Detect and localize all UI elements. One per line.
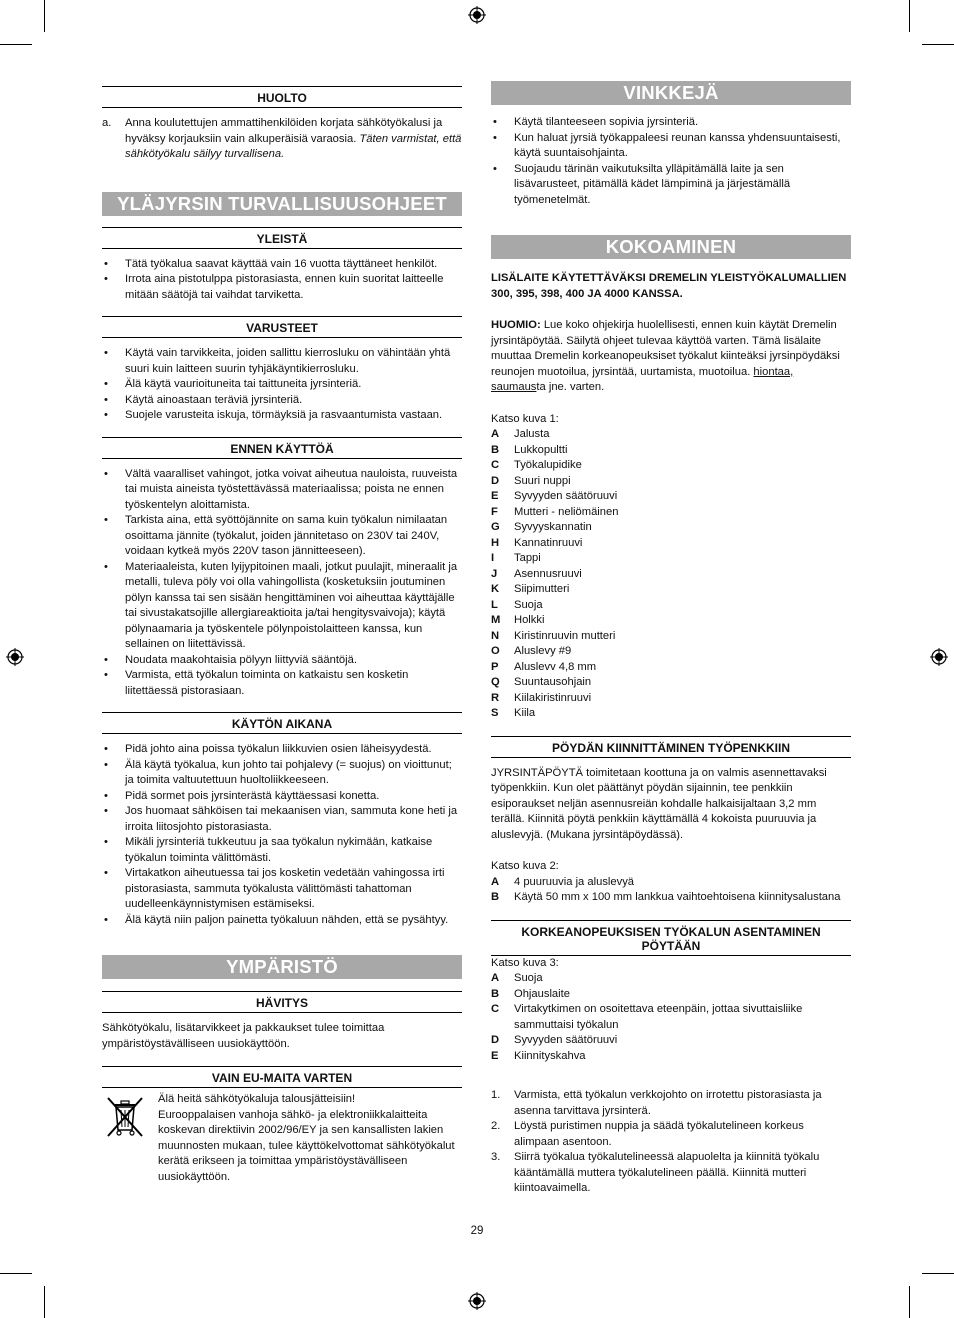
list-item: • Pidä sormet pois jyrsinterästä käyttäessasi konetta.	[102, 789, 462, 805]
part-key: N	[491, 629, 500, 642]
figure1-label: Katso kuva 1:	[491, 412, 559, 425]
step-text: Varmista, että työkalun verkkojohto on irrotettu pistorasiasta ja asenna tarvittava jyrsinterä.	[514, 1089, 822, 1117]
vinkkeja-list	[491, 115, 851, 208]
part-label: Virtakytkimen on osoitettava eteenpäin, jottaa sivuttaisliike sammuttaisi työkalun	[514, 1003, 803, 1031]
part-label: Käytä 50 mm x 100 mm lankkua vaihtoehtoisena kiinnitysalustana	[514, 891, 841, 903]
right-column	[491, 81, 851, 1197]
part-item	[491, 875, 851, 891]
list-item: • Tarkista aina, että syöttöjännite on sama kuin työkalun nimilaatan osoittama jännite (työkalut, joiden jännitetaso on 230V tai 240V, voidaan kytkeä myös 220V tason jännitteeseen).	[102, 513, 462, 560]
huolto-heading: HUOLTO	[102, 86, 462, 108]
step-text: Löystä puristimen nuppia ja säädä työkalutelineen korkeus alimpaan asentoon.	[514, 1120, 804, 1148]
crop-mark	[44, 0, 45, 32]
part-item	[491, 489, 851, 505]
crop-mark	[0, 44, 32, 45]
list-item: • Pidä johto aina poissa työkalun liikkuvien osien läheisyydestä.	[102, 742, 462, 758]
registration-mark-icon	[930, 648, 948, 666]
part-label: Kannatinruuvi	[514, 536, 583, 549]
part-item	[491, 1002, 851, 1033]
steps-list	[491, 1088, 851, 1197]
figure2-label: Katso kuva 2:	[491, 860, 559, 872]
vinkkeja-title: VINKKEJÄ	[491, 81, 851, 105]
step-item	[491, 1150, 851, 1197]
part-item	[491, 551, 851, 567]
part-item	[491, 706, 851, 722]
list-item: • Vältä vaaralliset vahingot, jotka voivat aiheutua nauloista, ruuveista tai muista aineista työstettävässä materiaalissa; poista ne ennen työskentelyn aloittamista.	[102, 467, 462, 514]
part-item	[491, 427, 851, 443]
part-key: Q	[491, 676, 500, 688]
list-item: • Käytä tilanteeseen sopivia jyrsinteriä.	[491, 115, 851, 131]
registration-mark-icon	[6, 648, 24, 666]
part-label: Suuntausohjain	[514, 676, 592, 688]
kokoaminen-intro: LISÄLAITE KÄYTETTÄVÄKSI DREMELIN YLEISTYÖKALUMALLIEN 300, 395, 398, 400 JA 4000 KANSSA.	[491, 272, 847, 300]
kokoaminen-title: KOKOAMINEN	[491, 235, 851, 259]
part-key: D	[491, 474, 500, 487]
part-label: Siipimutteri	[514, 583, 570, 595]
yleista-heading: YLEISTÄ	[102, 227, 462, 249]
part-label: Aluslevv 4,8 mm	[514, 660, 597, 673]
part-key: P	[491, 660, 499, 673]
step-item	[491, 1119, 851, 1150]
part-key: A	[491, 428, 500, 440]
part-key: J	[491, 567, 498, 580]
part-item	[491, 644, 851, 660]
poydan-text: JYRSINTÄPÖYTÄ toimitetaan koottuna ja on valmis asennettavaksi työpenkkiin. Kun olet päättänyt pöydän sijainnin, tee penkkiin esiporaukset neljän asennusreiän kohdalle halkaisijaltaan 3,2 mm terällä. Kiinnitä pöytä penkkiin käyttämällä 4 kokoista puuruuvia ja aluslevyjä. (Mukana jyrsintäpöydässä).	[491, 766, 827, 841]
crop-mark	[922, 1273, 954, 1274]
parts1-list	[491, 427, 851, 722]
part-label: Holkki	[514, 614, 545, 626]
step-number: 2.	[491, 1120, 501, 1132]
huomio-paragraph	[491, 318, 851, 396]
part-label: Mutteri - neliömäinen	[514, 505, 619, 518]
list-item: • Käytä vain tarvikkeita, joiden sallittu kierrosluku on vähintään yhtä suuri kuin laitteen suurin tyhjäkäyntikierrosluku.	[102, 346, 462, 377]
huomio-text: Lue koko ohjekirja huolellisesti, ennen kuin käytät Dremelin jyrsintäpöytää. Säilytä ohjeet tulevaa käyttöä varten. Tämä lisälaite muuttaa Dremelin korkeanopeuksiset työkalut kiinteäksi jyrsinpöydäksi reunojen muotoilua, jyrsintää, uurtamista, muotoilua.	[491, 319, 840, 378]
parts3-list	[491, 971, 851, 1064]
parts2-list	[491, 875, 851, 906]
eu-line1: Älä heitä sähkötyökaluja talousjätteisiin!	[158, 1093, 356, 1105]
part-label: Syvyyden säätöruuvi	[514, 490, 618, 502]
list-item: • Materiaaleista, kuten lyijypitoinen maali, jotkut puulajit, mineraalit ja metalli, tuleva pöly voi olla vahingollista (kosketuksiin joutuminen pölyn kanssa tai sen sisään hengittäminen voi aiheuttaa käyttäjälle tai sivustakatsojille allergiareaktioita ja/tai hengitysvaivoja); käytä pölynaamaria ja työskentele pölynpoistolaitteen kanssa, kun sellainen on liitettävissä.	[102, 560, 462, 653]
part-item	[491, 536, 851, 552]
part-item	[491, 1049, 851, 1065]
eu-notice-text	[158, 1092, 462, 1185]
part-label: Suuri nuppi	[514, 474, 571, 487]
part-item	[491, 691, 851, 707]
part-key: F	[491, 505, 498, 518]
step-text: Siirrä työkalua työkalutelineessä alapuolelta ja kiinnitä työkalu kääntämällä muttera työkalutelineen päällä. Kiinnitä mutteri kiintoavaimella.	[514, 1151, 820, 1194]
korkea-heading: KORKEANOPEUKSISEN TYÖKALUN ASENTAMINEN PÖYTÄÄN	[491, 920, 851, 956]
crop-mark	[0, 1273, 32, 1274]
registration-mark-icon	[468, 1292, 486, 1310]
part-item	[491, 505, 851, 521]
varusteet-list	[102, 346, 462, 424]
part-key: E	[491, 490, 499, 502]
eu-notice	[102, 1092, 462, 1185]
list-item: • Varmista, että työkalun toiminta on katkaistu sen kosketin liitettäessä pistorasiaan.	[102, 668, 462, 699]
crop-mark	[922, 44, 954, 45]
ymparisto-title: YMPÄRISTÖ	[102, 955, 462, 979]
part-item	[491, 458, 851, 474]
item-italic-text: Täten varmistat, että sähkötyökalu säilyy turvallisena.	[125, 132, 462, 160]
part-item	[491, 890, 851, 906]
havitys-heading: HÄVITYS	[102, 991, 462, 1013]
list-item: • Jos huomaat sähköisen tai mekaanisen vian, sammuta kone heti ja irroita liitosjohto pistorasiasta.	[102, 804, 462, 835]
list-item: • Irrota aina pistotulppa pistorasiasta, ennen kuin suoritat laitteelle mitään säätöjä tai vaihdat tarviketta.	[102, 272, 462, 303]
list-item	[102, 116, 462, 163]
part-item	[491, 1033, 851, 1049]
part-key: K	[491, 583, 500, 595]
list-item: • Noudata maakohtaisia pölyyn liittyviä sääntöjä.	[102, 653, 462, 669]
part-label: Jalusta	[514, 428, 550, 440]
part-label: Kiinnityskahva	[514, 1049, 586, 1062]
yleista-list	[102, 257, 462, 304]
weee-bin-icon	[102, 1092, 158, 1185]
part-key: B	[491, 891, 500, 903]
part-item	[491, 987, 851, 1003]
crop-mark	[909, 0, 910, 32]
part-key: H	[491, 536, 500, 549]
part-label: Lukkopultti	[514, 443, 568, 456]
part-key: O	[491, 645, 500, 657]
ennen-list	[102, 467, 462, 700]
part-item	[491, 582, 851, 598]
part-label: Kiila	[514, 707, 536, 719]
part-item	[491, 629, 851, 645]
part-label: Tappi	[514, 552, 541, 564]
part-key: A	[491, 875, 500, 888]
part-label: Kiristinruuvin mutteri	[514, 629, 616, 642]
aikana-heading: KÄYTÖN AIKANA	[102, 712, 462, 734]
part-key: I	[491, 552, 495, 564]
huomio-end: ta jne. varten.	[536, 381, 605, 393]
item-marker: a.	[102, 117, 112, 129]
part-label: Asennusruuvi	[514, 567, 582, 580]
part-item	[491, 675, 851, 691]
list-item: • Mikäli jyrsinteriä tukkeutuu ja saa työkalun nykimään, katkaise työkalun toiminta välittömästi.	[102, 835, 462, 866]
part-label: Syvyyden säätöruuvi	[514, 1034, 618, 1046]
aikana-list	[102, 742, 462, 928]
step-number: 3.	[491, 1151, 501, 1163]
turvallisuus-title: YLÄJYRSIN TURVALLISUUSOHJEET	[102, 192, 462, 216]
list-item: • Suojaudu tärinän vaikutuksilta ylläpitämällä laite ja sen lisävarusteet, pitämällä kädet lämpiminä ja järjestämällä työmenetelmät.	[491, 162, 851, 209]
left-column	[102, 86, 462, 1185]
part-key: G	[491, 521, 500, 533]
part-label: Syvyyskannatin	[514, 521, 592, 533]
list-item: • Kun haluat jyrsiä työkappaleesi reunan kanssa yhdensuuntaisesti, käytä suuntaisohjainta.	[491, 131, 851, 162]
part-item	[491, 971, 851, 987]
eu-heading: VAIN EU-MAITA VARTEN	[102, 1066, 462, 1088]
registration-mark-icon	[468, 6, 486, 24]
part-label: Suoja	[514, 598, 543, 611]
part-key: L	[491, 598, 498, 611]
part-item	[491, 443, 851, 459]
item-text: Anna koulutettujen ammattihenkilöiden korjata sähkötyökalusi ja hyväksy korjauksiin vain alkuperäisiä varaosia.	[125, 117, 443, 145]
part-key: R	[491, 691, 500, 704]
eu-text: Eurooppalaisen vanhoja sähkö- ja elektroniikkalaitteita koskevan direktiivin 2002/96/EY ja sen kansallisten lakien muunnosten mukaan, tulee käyttökelvottomat sähkötyökalut kerätä erikseen ja toimittaa ympäristöystävälliseen uusiokäyttöön.	[158, 1108, 455, 1183]
part-label: Työkalupidike	[514, 459, 582, 471]
list-item: • Tätä työkalua saavat käyttää vain 16 vuotta täyttäneet henkilöt.	[102, 257, 462, 273]
part-item	[491, 520, 851, 536]
part-label: Suoja	[514, 972, 543, 984]
havitys-text: Sähkötyökalu, lisätarvikkeet ja pakkaukset tulee toimittaa ympäristöystävälliseen uusiokäyttöön.	[102, 1022, 385, 1050]
crop-mark	[909, 1286, 910, 1318]
part-item	[491, 660, 851, 676]
list-item: • Älä käytä niin paljon painetta työkaluun nähden, että se pysähtyy.	[102, 913, 462, 929]
part-key: S	[491, 707, 499, 719]
huomio-label: HUOMIO:	[491, 319, 541, 331]
list-item: • Käytä ainoastaan teräviä jyrsinteriä.	[102, 393, 462, 409]
part-label: Ohjauslaite	[514, 987, 570, 1000]
list-item: • Älä käytä vaurioituneita tai taittuneita jyrsinteriä.	[102, 377, 462, 393]
part-key: E	[491, 1049, 499, 1062]
crop-mark	[44, 1286, 45, 1318]
list-item: • Älä käytä työkalua, kun johto tai pohjalevy (= suojus) on vioittunut; ja toimita valtuutettuun huoltoliikkeeseen.	[102, 758, 462, 789]
part-key: C	[491, 459, 500, 471]
part-key: D	[491, 1034, 500, 1046]
poydan-heading: PÖYDÄN KIINNITTÄMINEN TYÖPENKKIIN	[491, 736, 851, 758]
step-number: 1.	[491, 1089, 501, 1101]
huomio-underline: hiontaa, saumaus	[491, 365, 794, 393]
ennen-heading: ENNEN KÄYTTÖÄ	[102, 437, 462, 459]
page-number: 29	[470, 1225, 484, 1237]
part-label: Aluslevy #9	[514, 645, 572, 657]
varusteet-heading: VARUSTEET	[102, 316, 462, 338]
part-label: Kiilakiristinruuvi	[514, 691, 592, 704]
part-key: A	[491, 972, 500, 984]
part-key: M	[491, 614, 501, 626]
part-item	[491, 567, 851, 583]
list-item: • Virtakatkon aiheutuessa tai jos kosketin vedetään vahingossa irti pistorasiasta, sammuta työkalusta välittömästi tahattoman uudelleenkäynnistymisen estämiseksi.	[102, 866, 462, 913]
part-label: 4 puuruuvia ja aluslevyä	[514, 875, 635, 888]
part-key: B	[491, 443, 500, 456]
part-key: B	[491, 987, 500, 1000]
list-item: • Suojele varusteita iskuja, törmäyksiä ja rasvaantumista vastaan.	[102, 408, 462, 424]
part-item	[491, 598, 851, 614]
part-item	[491, 613, 851, 629]
huolto-list	[102, 116, 462, 163]
step-item	[491, 1088, 851, 1119]
part-key: C	[491, 1003, 500, 1015]
figure3-label: Katso kuva 3:	[491, 956, 559, 969]
part-item	[491, 474, 851, 490]
